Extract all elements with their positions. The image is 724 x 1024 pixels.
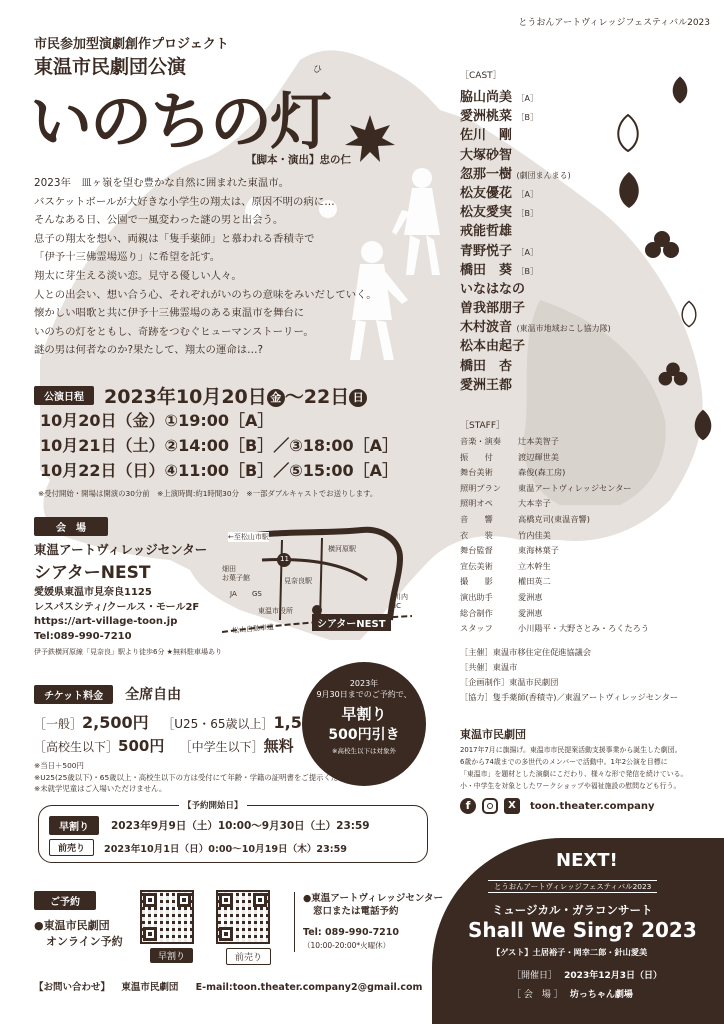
schedule-rows — [40, 408, 398, 483]
cast-member: 忽那一樹 (劇団まんまる) — [460, 166, 571, 182]
venue-access: 伊予鉄横河原線「見奈良」駅より徒歩6分 ★無料駐車場あり — [34, 648, 222, 656]
map-station-arrow: ←至松山市駅 — [228, 533, 269, 541]
sns-handle[interactable]: toon.theater.company — [530, 800, 655, 812]
map-nest-label: シアターNEST — [312, 614, 391, 631]
staff-member: 舞台美術 森俊(森工房) — [460, 467, 566, 478]
staff-member: 宣伝美術 立木幹生 — [460, 560, 551, 571]
qr-early[interactable] — [140, 890, 194, 944]
about-title: 東温市民劇団 — [460, 728, 526, 741]
qr-early-caption: 早割り — [150, 948, 193, 963]
schedule-tag: 公演日程 — [34, 386, 94, 405]
reserve-center: ●東温アートヴィレッジセンター 窓口または電話予約 Tel: 089-990-7210 （10:00-20:00*火曜休） — [294, 892, 443, 952]
price-row-2: ［高校生以下］500円 ［中学生以下］無料 — [34, 737, 294, 755]
facebook-icon[interactable]: f — [460, 798, 476, 814]
venue-name2: シアターNEST — [34, 563, 151, 583]
next-festival: とうおんアートヴィレッジフェスティバル2023 — [488, 880, 657, 893]
staff-member: 衣 装 竹内佳美 — [460, 529, 551, 540]
story — [34, 174, 377, 360]
story-line: そんなある日、公園で一風変わった謎の男と出会う。 — [34, 214, 284, 227]
staff-member: スタッフ 小川陽平・大野さとみ・ろくたろう — [460, 623, 650, 634]
presale-advance-tag: 前売り — [49, 839, 94, 856]
map-road-number: 11 — [280, 555, 289, 563]
cast-member: 松友優花 ［A］ — [460, 185, 539, 201]
reserve-online: ●東温市民劇団 オンライン予約 — [34, 919, 123, 948]
presale-header: 【予約開始日】 — [179, 799, 247, 811]
map-expressway: 松山自動車道 — [231, 623, 275, 635]
staff-member: 撮 影 權田英二 — [460, 576, 551, 587]
map-shop1: 畑田 — [222, 565, 236, 573]
cast-member: 佐川 剛 — [460, 128, 513, 144]
cast-member: いなはなの — [460, 281, 526, 297]
next-label: NEXT! — [556, 850, 618, 871]
schedule-range: 2023年10月20日 金 〜22日 日 — [104, 382, 367, 409]
contact: 【お問い合わせ】 東温市民劇団 E-mail:toon.theater.company2@gmail.com — [34, 982, 423, 993]
schedule-row: 10月22日（日）④11:00［B］／⑤15:00［A］ — [40, 461, 399, 480]
cast-member: 脇山尚美 ［A］ — [460, 90, 539, 105]
story-line: 謎の男は何者なのか?果たして、翔太の運命は…? — [34, 344, 264, 357]
cast-member: 青野悦子 ［A］ — [460, 243, 539, 259]
company-show: 東温市民劇団公演 — [34, 56, 187, 78]
next-title: Shall We Sing? 2023 — [468, 918, 697, 942]
staff-member: 演出助手 愛洲恵 — [460, 591, 543, 602]
cast-member: 松友愛実 ［B］ — [460, 205, 539, 221]
next-venue: ［ 会 場 ］ 坊っちゃん劇場 — [512, 990, 633, 1000]
staff-member: 振 付 渡辺輝世美 — [460, 451, 559, 462]
cast-member: 橋田 葵 ［B］ — [460, 262, 539, 278]
staff-header: ［STAFF］ — [460, 421, 506, 431]
schedule-note: ※受付開始・開場は開演の30分前 ※上演時間:約1時間30分 ※一部ダブルキャストでお送りします。 — [38, 489, 378, 498]
organizers: ［主催］東温市移住定住促進協議会 ［共催］東温市 ［企画制作］東温市民劇団 ［協力］隻手薬師(香積寺)／東温アートヴィレッジセンター — [460, 647, 679, 702]
venue-section — [34, 516, 108, 536]
clover-icon — [642, 228, 682, 268]
cast-member: 松本由起子 — [460, 339, 526, 355]
reserve-tag: ご予約 — [34, 891, 96, 910]
leaf-icon — [678, 300, 700, 328]
cast-member: 愛洲王都 — [460, 377, 513, 393]
story-line: 懐かしい唱歌と共に伊予十三佛霊場のある東温市を舞台に — [34, 307, 305, 320]
staff-member: 総合制作 愛洲恵 — [460, 607, 543, 618]
map-cityhall: 東温市役所 — [258, 607, 293, 615]
cast-member: 大塚砂智 — [460, 147, 513, 163]
story-line: 翔太に芽生える淡い恋。見守る優しい人々。 — [34, 269, 242, 282]
venue-map — [222, 520, 412, 645]
ticket-notes: ※当日＋500円 ※U25(25歳以下)・65歳以上・高校生以下の方は受付にて年齢・学籍の証明書をご提示ください。 ※未就学児童はご入場いただけません。 — [34, 761, 361, 793]
next-guest: 【ゲスト】土居裕子・岡幸二郎・針山愛美 — [492, 947, 648, 957]
story-line: いのちの灯をともし、奇跡をつむぐヒューマンストーリー。 — [34, 325, 314, 338]
presale-box — [38, 801, 428, 863]
instagram-icon[interactable] — [482, 798, 498, 814]
presale-early-text: 2023年9月9日（土）10:00〜9月30日（土）23:59 — [111, 820, 370, 832]
staff-member: 舞台監督 東海林葉子 — [460, 545, 559, 556]
project-subtitle: 市民参加型演劇創作プロジェクト — [34, 37, 229, 52]
story-line: バスケットボールが大好きな小学生の翔太は、原因不明の病に… — [34, 195, 335, 208]
ticket-section — [34, 684, 181, 704]
map-minara: 見奈良駅 — [284, 577, 312, 585]
leaf-icon — [690, 408, 716, 442]
venue-building: レスパスシティ/クールス・モール2F — [34, 601, 200, 613]
page-title: いのちの灯 — [30, 85, 331, 158]
venue-tag: 会 場 — [34, 517, 108, 536]
cast-member: 橋田 杏 — [460, 358, 513, 374]
day-badge: 日 — [349, 389, 367, 407]
schedule-row: 10月20日（金）①19:00［A］ — [40, 411, 274, 430]
cast-member: 木村波音 (東温市地域おこし協力隊) — [460, 320, 611, 336]
staff-member: 照明プラン 東温アートヴィレッジセンター — [460, 482, 632, 493]
presale-early-tag: 早割り — [49, 816, 99, 835]
cast-member: 戒能哲雄 — [460, 224, 513, 240]
story-line: 人との出会い、想い合う心、それぞれがいのちの意味をみいだしていく。 — [34, 288, 377, 301]
staff-member: 音 響 高橋克司(東温音響) — [460, 513, 590, 524]
next-date: ［開催日］ 2023年12月3日（日） — [512, 971, 662, 981]
venue-tel: Tel:089-990-7210 — [34, 630, 132, 642]
venue-details — [34, 586, 199, 644]
about-text: 2017年7月に旗揚げ。東温市市民提案活動支援事業から誕生した劇団。 6歳から74歳までの多世代のメンバーで活動中。1年2公演を目標に 「東温市」を題材とした演劇にこだわり、様々な形で発信を続けている。 小・中学生を対象としたワークショップや福祉施設の慰問なども行う。 — [460, 746, 688, 790]
contact-email[interactable]: E-mail:toon.theater.company2@gmail.com — [195, 982, 423, 993]
sns-row — [460, 798, 655, 814]
reserve-section — [34, 890, 96, 910]
credit: 【脚本・演出】忠の仁 — [246, 154, 351, 166]
leaf-icon — [668, 75, 692, 105]
leaf-icon — [613, 113, 643, 153]
story-line: 息子の翔太を想い、両親は「隻手薬師」と慕われる香積寺で — [34, 232, 315, 245]
story-line: 2023年 皿ヶ嶺を望む豊かな自然に囲まれた東温市。 — [34, 177, 290, 189]
price-row-1: ［一般］2,500円 ［U25・65歳以上］1,500円 — [34, 713, 341, 732]
ticket-seating: 全席自由 — [125, 687, 182, 703]
map-ja: JA — [230, 590, 237, 598]
map-shop2: お菓子館 — [222, 574, 250, 582]
schedule-section — [34, 382, 367, 409]
clover-icon — [656, 360, 690, 394]
map-yokogawara: 横河原駅 — [328, 545, 356, 553]
map-ic: 川内IC — [394, 593, 408, 610]
venue-name1: 東温アートヴィレッジセンター — [34, 542, 208, 557]
day-badge: 金 — [267, 389, 285, 407]
map-gs: GS — [252, 590, 262, 598]
qr-advance-caption: 前売り — [226, 948, 271, 965]
staff-member: 音楽・演奏 辻本美智子 — [460, 436, 559, 446]
early-discount-badge: 2023年 9月30日までのご予約で、 早割り 500円引き ※高校生以下は対象外 — [302, 662, 426, 786]
title-ruby: ひ — [313, 65, 323, 75]
cast-header: ［CAST］ — [460, 71, 502, 81]
leaf-icon — [614, 170, 644, 210]
venue-address: 愛媛県東温市見奈良1125 — [34, 587, 152, 598]
staff-list — [460, 436, 649, 639]
schedule-row: 10月21日（土）②14:00［B］／③18:00［A］ — [40, 436, 399, 455]
cast-member: 愛洲桃菜 ［B］ — [460, 109, 539, 125]
cast-member: 曽我部朋子 — [460, 301, 526, 317]
staff-member: 照明オペ 大本幸子 — [460, 498, 551, 509]
x-icon[interactable]: X — [504, 798, 520, 814]
story-line: 「伊予十三佛霊場巡り」に希望を託す。 — [34, 251, 221, 264]
qr-advance[interactable] — [216, 890, 270, 944]
venue-url[interactable]: https://art-village-toon.jp — [34, 616, 178, 627]
ticket-tag: チケット料金 — [34, 685, 113, 704]
festival-name: とうおんアートヴィレッジフェスティバル2023 — [518, 18, 710, 28]
next-subtitle: ミュージカル・ガラコンサート — [492, 903, 653, 917]
presale-advance-text: 2023年10月1日（日）0:00〜10月19日（木）23:59 — [104, 843, 347, 855]
cast-list — [460, 86, 611, 393]
